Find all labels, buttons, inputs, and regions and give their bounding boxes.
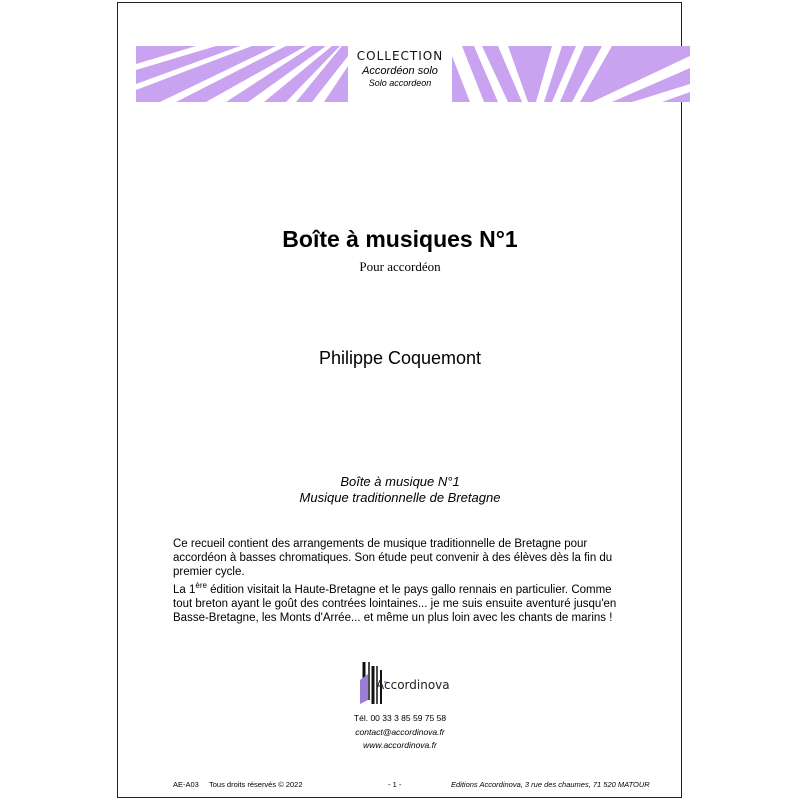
footer-publisher-address: Editions Accordinova, 3 rue des chaumes, 71 520 MATOUR xyxy=(451,780,650,789)
italic-genre-line: Musique traditionnelle de Bretagne xyxy=(299,490,501,505)
description-paragraph-2-text: édition visitait la Haute-Bretagne et le pays gallo rennais en particulier. Comme tout breton ayant le goût des contrées lointaines... je me suis ensuite aventuré jusqu'en Basse-Bretagne, les Monts d'Arrée... et même un plus loin avec les chants de marins ! xyxy=(173,583,617,624)
publisher-logo xyxy=(358,660,448,706)
collection-title: COLLECTION xyxy=(356,49,444,63)
collection-banner xyxy=(136,46,690,102)
description-paragraph-1: Ce recueil contient des arrangements de musique traditionnelle de Bretagne pour accordéon à basses chromatiques. Son étude peut convenir à des élèves dès la fin du premier cycle. xyxy=(173,538,613,578)
footer-reference: AE-A03 xyxy=(173,780,199,789)
series-name-fr: Accordéon solo xyxy=(362,65,438,77)
banner-stripes-left xyxy=(136,46,348,102)
footer-rights: Tous droits réservés © 2022 xyxy=(209,780,303,789)
italic-title-line: Boîte à musique N°1 xyxy=(340,474,460,489)
page-title: Boîte à musiques N°1 xyxy=(282,226,518,252)
footer-page-number: - 1 - xyxy=(388,780,402,789)
composer-name: Philippe Coquemont xyxy=(318,348,482,368)
description-paragraph-2 xyxy=(173,579,633,625)
collection-label-box xyxy=(348,46,452,102)
page-subtitle: Pour accordéon xyxy=(359,259,441,274)
edition-superscript: ère xyxy=(195,581,207,590)
contact-email[interactable]: contact@accordinova.fr xyxy=(355,727,445,737)
edition-number: La 1 xyxy=(173,583,196,596)
logo-wordmark: Accordinova xyxy=(376,678,450,692)
series-name-en: Solo accordeon xyxy=(368,78,432,88)
banner-stripes-right xyxy=(452,46,690,102)
contact-website[interactable]: www.accordinova.fr xyxy=(363,740,437,750)
contact-phone: Tél. 00 33 3 85 59 75 58 xyxy=(353,713,447,723)
